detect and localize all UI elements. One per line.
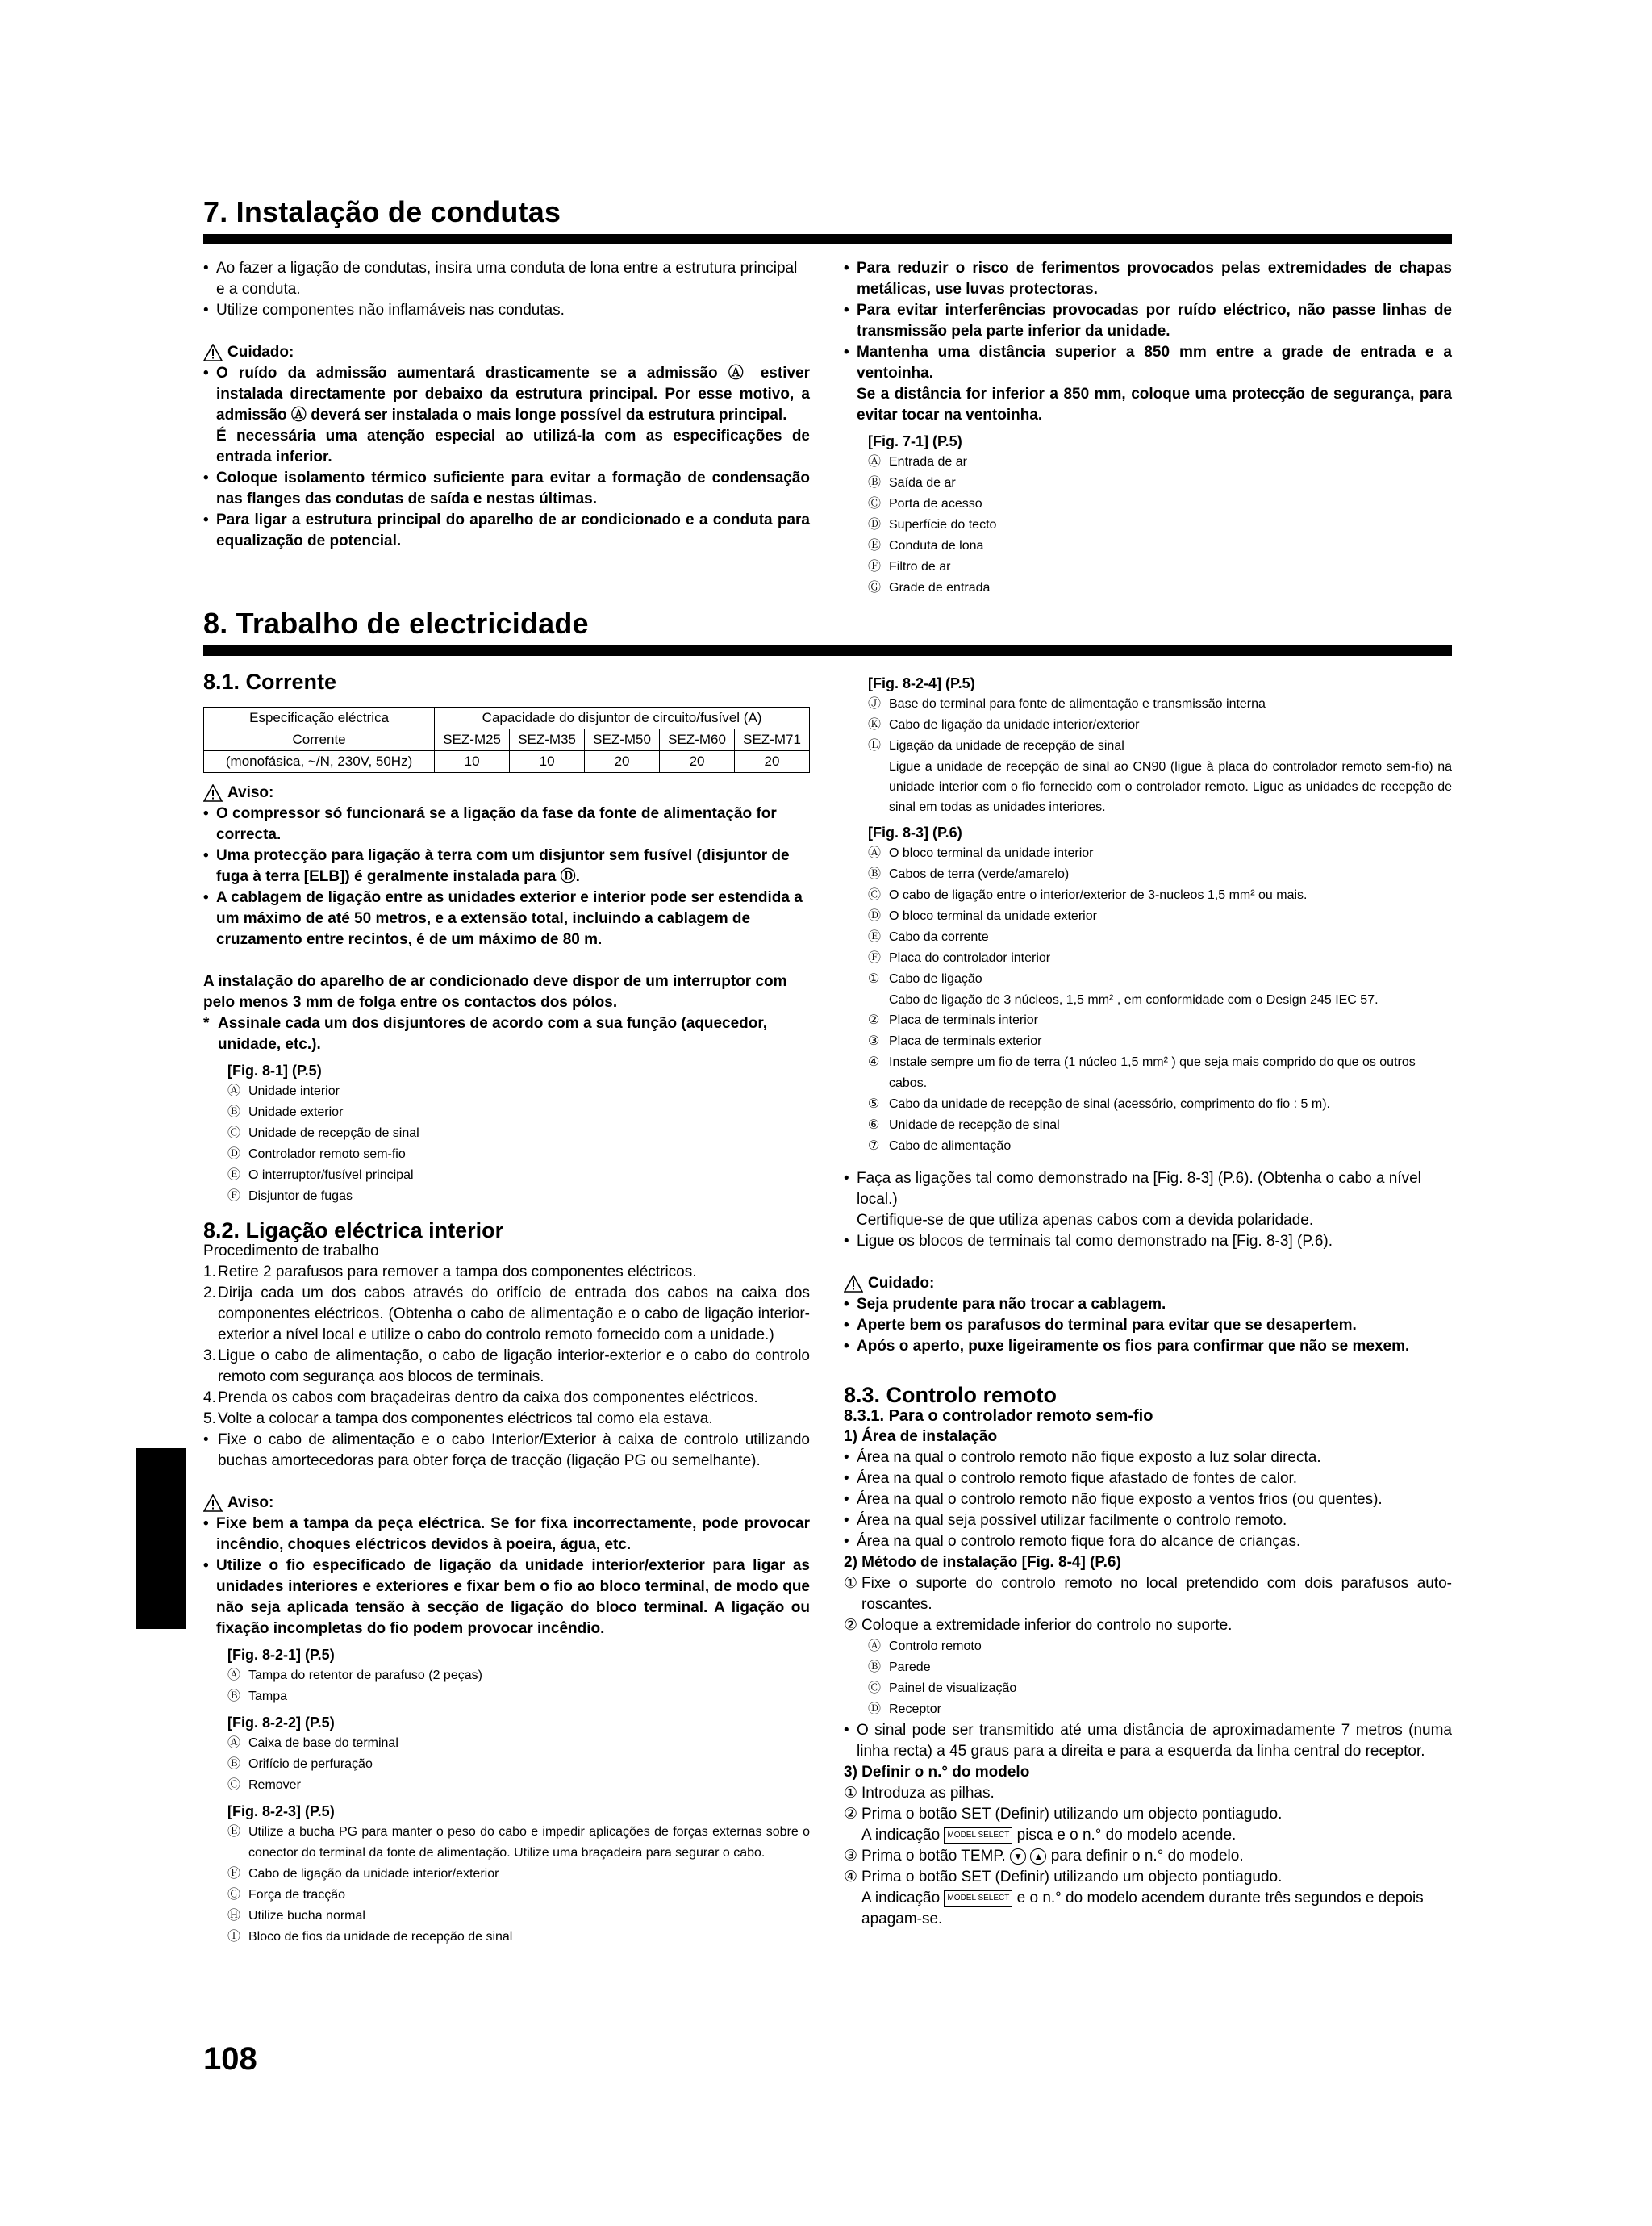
section-8-1-title: 8.1. Corrente [203,670,337,694]
asterisk-text: Assinale cada um dos disjuntores de acordo com a sua função (aquecedor, unidade, etc.). [218,1015,768,1053]
list-item: • Área na qual o controlo remoto não fique exposto a luz solar directa. [844,1447,1452,1468]
legend-text: Remover [248,1778,301,1792]
fig-8-2-4-title: [Fig. 8-2-4] (P.5) [868,675,975,691]
legend-text: Cabo da corrente [889,930,989,944]
step-text: Volte a colocar a tampa dos componentes eléctricos tal como ela estava. [218,1410,713,1427]
bullet-text: Certifique-se de que utiliza apenas cabos com a devida polaridade. [857,1212,1314,1229]
marker: Ⓐ [868,846,882,860]
warning-triangle-icon [203,1494,223,1512]
legend-text: Porta de acesso [889,497,982,511]
legend-text: Disjuntor de fugas [248,1189,353,1203]
caution-list [203,363,810,552]
model-number-heading: 3) Definir o n.° do modelo [844,1764,1030,1781]
marker: Ⓑ [227,1105,241,1119]
section-8-right [844,673,1452,1930]
list-item: • Ligue os blocos de terminais tal como demonstrado na [Fig. 8-3] (P.6). [844,1231,1452,1252]
duct-bullets [203,258,810,321]
legend-text: Unidade de recepção de sinal [248,1126,419,1140]
legend-text: Conduta de lona [889,539,984,553]
list-item [844,1168,1452,1231]
legend-text: Receptor [889,1702,941,1716]
step-text: Dirija cada um dos cabos através do orifício de entrada dos cabos na caixa dos componentes eléctricos. (Obtenha o cabo de alimentação e o cabo de ligação interior-exterior a nível local e utilize o cabo do controlo remoto fornecido com a unidade.) [218,1284,810,1343]
list-item: • Seja prudente para não trocar a cablagem. [844,1294,1452,1315]
list-item: • O compressor só funcionará se a ligação da fase da fonte de alimentação for correcta. [203,804,810,846]
marker: Ⓒ [227,1126,241,1140]
marker: Ⓑ [227,1757,241,1771]
legend-text: Placa de terminals interior [889,1013,1038,1027]
marker: ③ [868,1034,880,1048]
marker: Ⓐ [227,1084,241,1098]
marker: Ⓒ [868,1681,882,1695]
marker: Ⓒ [868,888,882,902]
table-cell: 20 [735,751,810,773]
marker: Ⓕ [227,1189,241,1203]
step-text: Prima o botão SET (Definir) utilizando um objecto pontiagudo. [861,1806,1283,1823]
marker: Ⓐ [227,1668,241,1682]
step-text: Ligue o cabo de alimentação, o cabo de ligação interior-exterior e o cabo do controlo remoto com segurança aos blocos de terminais. [218,1347,810,1385]
list-item [844,1867,1452,1930]
marker: Ⓐ [868,455,882,469]
legend-text: Utilize a bucha PG para manter o peso do cabo e impedir aplicações de forças externas sobre o conector do terminal da fonte de alimentação. Utilize uma braçadeira para segurar o cabo. [248,1825,810,1860]
fig-8-4-legend [844,1636,1452,1720]
legend-text: O interruptor/fusível principal [248,1168,414,1182]
step-text: Prima o botão TEMP. [861,1848,1006,1865]
marker: Ⓓ [868,909,882,923]
marker: Ⓐ [227,1736,241,1750]
step-text: Fixe o cabo de alimentação e o cabo Interior/Exterior à caixa de controlo utilizando buchas amortecedoras para obter força de tracção (ligação PG ou semelhante). [218,1431,810,1469]
fig-8-2-3-title: [Fig. 8-2-3] (P.5) [227,1803,335,1819]
marker: ② [868,1013,880,1027]
step-text: Fixe o suporte do controlo remoto no local pretendido com dois parafusos auto-roscantes. [861,1575,1452,1613]
table-cell: SEZ-M71 [735,729,810,751]
fig-8-2-4-note: Ligue a unidade de recepção de sinal ao CN90 (ligue à placa do controlador remoto sem-fio) na unidade interior com o fio fornecido com o controlador remoto. Ligue as unidades de recepção de sinal em todas as unidades interiores. [889,760,1452,814]
table-cell: SEZ-M25 [435,729,510,751]
procedure-steps [203,1262,810,1472]
marker: Ⓘ [227,1930,241,1944]
caution-heading [203,342,810,363]
legend-text: Filtro de ar [889,560,951,574]
list-item [844,1615,1452,1636]
legend-text: Placa de terminals exterior [889,1034,1042,1048]
list-item: • Aperte bem os parafusos do terminal para evitar que se desapertem. [844,1315,1452,1336]
list-item: • Utilize componentes não inflamáveis nas condutas. [203,300,810,321]
legend-text: Bloco de fios da unidade de recepção de sinal [248,1930,513,1944]
marker: Ⓓ [868,1702,882,1716]
section-8-rule [203,645,1452,656]
marker: ⑥ [868,1118,880,1132]
list-item: • Uma protecção para ligação à terra com um disjuntor sem fusível (disjuntor de fuga à terra [ELB]) é geralmente instalada para Ⓓ. [203,846,810,887]
step-number: ② [844,1617,858,1634]
caution-heading-2 [844,1273,1452,1294]
marker: ① [868,972,880,986]
legend-text: Controlador remoto sem-fio [248,1147,406,1161]
section-8-title: 8. Trabalho de electricidade [203,607,589,640]
list-item: • Após o aperto, puxe ligeiramente os fios para confirmar que não se mexem. [844,1336,1452,1357]
list-item [844,342,1452,426]
marker: Ⓗ [227,1909,241,1923]
marker: Ⓔ [227,1825,241,1839]
warning-heading [203,783,810,804]
list-item [844,1783,1452,1804]
legend-text: Parede [889,1660,931,1674]
fig-8-1-title: [Fig. 8-1] (P.5) [227,1063,322,1079]
marker: Ⓖ [868,581,882,595]
legend-text: Tampa [248,1689,288,1703]
step-number: ④ [844,1869,858,1886]
warning-list [203,804,810,950]
list-item: • O sinal pode ser transmitido até uma distância de aproximadamente 7 metros (numa linha recta) a 45 graus para a direita e para a esquerda da linha central do receptor. [844,1720,1452,1762]
caution-label: Cuidado: [227,344,294,361]
marker: Ⓕ [868,951,882,965]
table-cell: (monofásica, ~/N, 230V, 50Hz) [204,751,435,773]
warning-heading-2 [203,1493,810,1514]
step-text: Prima o botão SET (Definir) utilizando um objecto pontiagudo. [861,1869,1283,1886]
legend-text: Placa do controlador interior [889,951,1051,965]
legend-text: Unidade interior [248,1084,340,1098]
list-item [203,1283,810,1346]
marker: ⑤ [868,1097,880,1111]
fig-7-1-legend [868,452,1452,599]
step-text: para definir o n.° do modelo. [1050,1848,1244,1865]
step-text: A indicação [861,1827,941,1844]
legend-text: Cabo da unidade de recepção de sinal (acessório, comprimento do fio : 5 m). [889,1097,1330,1111]
step-number: ③ [844,1848,858,1865]
table-cell: SEZ-M50 [585,729,660,751]
fig-8-2-1-title: [Fig. 8-2-1] (P.5) [227,1647,335,1663]
legend-text: Cabo de alimentação [889,1139,1012,1153]
list-item: • Área na qual seja possível utilizar facilmente o controlo remoto. [844,1510,1452,1531]
table-header: Especificação eléctrica [204,708,435,729]
marker: Ⓓ [868,518,882,532]
warning-triangle-icon [203,344,223,361]
model-select-icon: MODEL SELECT [944,1827,1012,1844]
legend-text: Saída de ar [889,476,956,490]
signal-note [844,1720,1452,1762]
table-cell: 20 [660,751,735,773]
legend-text: O cabo de ligação entre o interior/exterior de 3-nucleos 1,5 mm² ou mais. [889,888,1308,902]
table-cell: 20 [585,751,660,773]
legend-text: Unidade de recepção de sinal [889,1118,1060,1132]
list-item [844,1573,1452,1615]
list-item: • A cablagem de ligação entre as unidades exterior e interior pode ser estendida a um máximo de até 50 metros, e a extensão total, incluindo a cablagem de cruzamento entre recintos, é de um máximo de 80 m. [203,887,810,950]
section-7-right [844,258,1452,599]
model-select-icon: MODEL SELECT [944,1890,1012,1907]
step-text: Retire 2 parafusos para remover a tampa dos componentes eléctricos. [218,1263,697,1280]
marker: Ⓑ [868,1660,882,1674]
list-item: • Para evitar interferências provocadas por ruído eléctrico, não passe linhas de transmissão pela parte inferior da unidade. [844,300,1452,342]
legend-text: Painel de visualização [889,1681,1017,1695]
list-item: • Para ligar a estrutura principal do aparelho de ar condicionado e a conduta para equalização de potencial. [203,510,810,552]
step-number: • [203,1431,209,1448]
marker: ④ [868,1055,880,1069]
fig-8-2-4-legend [868,694,1452,817]
power-spec-table [203,707,810,773]
step-number: ① [844,1575,858,1592]
step-number: 1. [203,1263,216,1280]
table-cell: Corrente [204,729,435,751]
section-8-3-title: 8.3. Controlo remoto [844,1383,1058,1407]
list-item: • Ao fazer a ligação de condutas, insira uma conduta de lona entre a estrutura principal e a conduta. [203,258,810,300]
fig-8-2-1-legend [227,1665,810,1707]
safety-text: Mantenha uma distância superior a 850 mm entre a grade de entrada e a ventoinha. [857,344,1452,382]
installation-area-heading: 1) Área de instalação [844,1428,998,1445]
step-text: Introduza as pilhas. [861,1785,995,1802]
legend-text: Cabo de ligação da unidade interior/exterior [889,718,1140,732]
list-item: • Área na qual o controlo remoto fique afastado de fontes de calor. [844,1468,1452,1489]
legend-text: Cabo de ligação [889,972,982,986]
caution-label: Cuidado: [868,1275,935,1292]
step-number: 2. [203,1284,216,1301]
marker: Ⓒ [227,1778,241,1792]
legend-text: Unidade exterior [248,1105,344,1119]
step-number: ② [844,1806,858,1823]
marker: Ⓔ [227,1168,241,1182]
fig-8-2-3-legend [227,1822,810,1948]
installation-method-list [844,1573,1452,1636]
caution-text: O ruído da admissão aumentará drasticamente se a admissão Ⓐ estiver instalada directamente por debaixo da estrutura principal. Por esse motivo, a admissão Ⓐ deverá ser instalada o mais longe possível da estrutura principal. [216,365,810,424]
marker: Ⓕ [868,560,882,574]
list-item [203,363,810,468]
table-cell: SEZ-M60 [660,729,735,751]
legend-text: Entrada de ar [889,455,967,469]
section-8-3-1-title: 8.3.1. Para o controlador remoto sem-fio [844,1407,1153,1425]
step-text: e o n.° do modelo acendem durante três segundos e depois apagam-se. [861,1890,1424,1927]
marker: Ⓙ [868,697,882,711]
cable-spec-note: Cabo de ligação de 3 núcleos, 1,5 mm² , em conformidade com o Design 245 IEC 57. [889,993,1379,1007]
legend-text: Ligação da unidade de recepção de sinal [889,739,1124,753]
asterisk-note [203,1013,810,1055]
section-7-rule [203,234,1452,244]
legend-text: O bloco terminal da unidade exterior [889,909,1097,923]
list-item [203,1388,810,1409]
list-item [844,1846,1452,1867]
list-item: • Coloque isolamento térmico suficiente para evitar a formação de condensação nas flanges das condutas de saída e nestas últimas. [203,468,810,510]
step-number: ① [844,1785,858,1802]
list-item: • Para reduzir o risco de ferimentos provocados pelas extremidades de chapas metálicas, use luvas protectoras. [844,258,1452,300]
list-item: • Área na qual o controlo remoto fique fora do alcance de crianças. [844,1531,1452,1552]
legend-text: Controlo remoto [889,1639,982,1653]
table-cell: 10 [435,751,510,773]
fig-8-2-2-legend [227,1733,810,1796]
legend-text: Utilize bucha normal [248,1909,365,1923]
warning-label: Aviso: [227,784,274,801]
safety-list [844,258,1452,426]
list-item [203,1346,810,1388]
section-8-2-title: 8.2. Ligação eléctrica interior [203,1218,504,1242]
marker: Ⓕ [227,1867,241,1881]
fig-7-1-title: [Fig. 7-1] (P.5) [868,433,962,449]
marker: Ⓔ [868,539,882,553]
legend-text: Superfície do tecto [889,518,997,532]
legend-text: Grade de entrada [889,581,991,595]
installation-method-heading: 2) Método de instalação [Fig. 8-4] (P.6) [844,1554,1121,1571]
marker: Ⓐ [868,1639,882,1653]
step-text: Prenda os cabos com braçadeiras dentro da caixa dos componentes eléctricos. [218,1389,758,1406]
step-number: 4. [203,1389,216,1406]
marker: Ⓖ [227,1888,241,1902]
section-7-left [203,258,810,552]
section-8-left [203,671,810,1948]
fig-8-2-2-title: [Fig. 8-2-2] (P.5) [227,1714,335,1731]
caution-list-2 [844,1294,1452,1357]
switch-paragraph: A instalação do aparelho de ar condicionado deve dispor de um interruptor com pelo menos 3 mm de folga entre os contactos dos pólos. [203,973,787,1011]
marker: Ⓒ [868,497,882,511]
legend-text: O bloco terminal da unidade interior [889,846,1094,860]
list-item: • Fixe bem a tampa da peça eléctrica. Se for fixa incorrectamente, pode provocar incêndio, choques eléctricos devidos à poeira, água, etc. [203,1514,810,1556]
legend-text: Cabo de ligação da unidade interior/exterior [248,1867,499,1881]
model-number-steps [844,1783,1452,1930]
bullet-text: Faça as ligações tal como demonstrado na [Fig. 8-3] (P.6). (Obtenha o cabo a nível local.) [857,1170,1421,1208]
step-text: Coloque a extremidade inferior do controlo no suporte. [861,1617,1233,1634]
legend-text: Instale sempre um fio de terra (1 núcleo 1,5 mm² ) que seja mais comprido do que os outros cabos. [889,1055,1416,1090]
warning-list-2 [203,1514,810,1639]
procedure-label: Procedimento de trabalho [203,1242,379,1259]
marker: Ⓓ [227,1147,241,1161]
marker: Ⓑ [868,867,882,881]
marker: Ⓛ [868,739,882,753]
temp-up-icon: ▲ [1030,1848,1046,1865]
chapter-tab [136,1448,186,1629]
list-item [203,1430,810,1472]
marker: Ⓑ [868,476,882,490]
asterisk-mark: * [203,1015,210,1032]
table-header: Capacidade do disjuntor de circuito/fusível (A) [435,708,810,729]
warning-triangle-icon [844,1275,863,1293]
legend-text: Tampa do retentor de parafuso (2 peças) [248,1668,482,1682]
warning-triangle-icon [203,784,223,802]
step-number: 5. [203,1410,216,1427]
list-item [203,1409,810,1430]
safety-text: Se a distância for inferior a 850 mm, coloque uma protecção de segurança, para evitar tocar na ventoinha. [857,386,1452,424]
list-item [844,1804,1452,1846]
step-text: A indicação [861,1890,941,1907]
page-number: 108 [203,2041,257,2077]
fig-8-3-title: [Fig. 8-3] (P.6) [868,825,962,841]
temp-down-icon: ▼ [1010,1848,1026,1865]
legend-text: Base do terminal para fonte de alimentação e transmissão interna [889,697,1266,711]
step-text: pisca e o n.° do modelo acende. [1016,1827,1237,1844]
marker: Ⓑ [227,1689,241,1703]
list-item: • Utilize o fio especificado de ligação da unidade interior/exterior para ligar as unidades interiores e exteriores e fixar bem o fio ao bloco terminal, de modo que não seja aplicada tensão à secção de ligação do bloco terminal. A ligação ou fixação incompletas do fio podem provocar incêndio. [203,1556,810,1639]
legend-text: Força de tracção [248,1888,346,1902]
marker: ⑦ [868,1139,880,1153]
table-cell: 10 [510,751,585,773]
legend-text: Cabos de terra (verde/amarelo) [889,867,1070,881]
list-item [203,1262,810,1283]
installation-area-list [844,1447,1452,1552]
step-number: 3. [203,1347,216,1364]
marker: Ⓚ [868,718,882,732]
table-cell: SEZ-M35 [510,729,585,751]
list-item: • Área na qual o controlo remoto não fique exposto a ventos frios (ou quentes). [844,1489,1452,1510]
marker: Ⓔ [868,930,882,944]
caution-text: É necessária uma atenção especial ao utilizá-la com as especificações de entrada inferior. [216,428,810,466]
fig-8-3-legend [868,843,1452,1157]
warning-label: Aviso: [227,1494,274,1511]
legend-text: Caixa de base do terminal [248,1736,398,1750]
fig-8-1-legend [227,1081,810,1207]
legend-text: Orifício de perfuração [248,1757,373,1771]
wiring-bullets [844,1168,1452,1252]
section-7-title: 7. Instalação de condutas [203,195,561,228]
